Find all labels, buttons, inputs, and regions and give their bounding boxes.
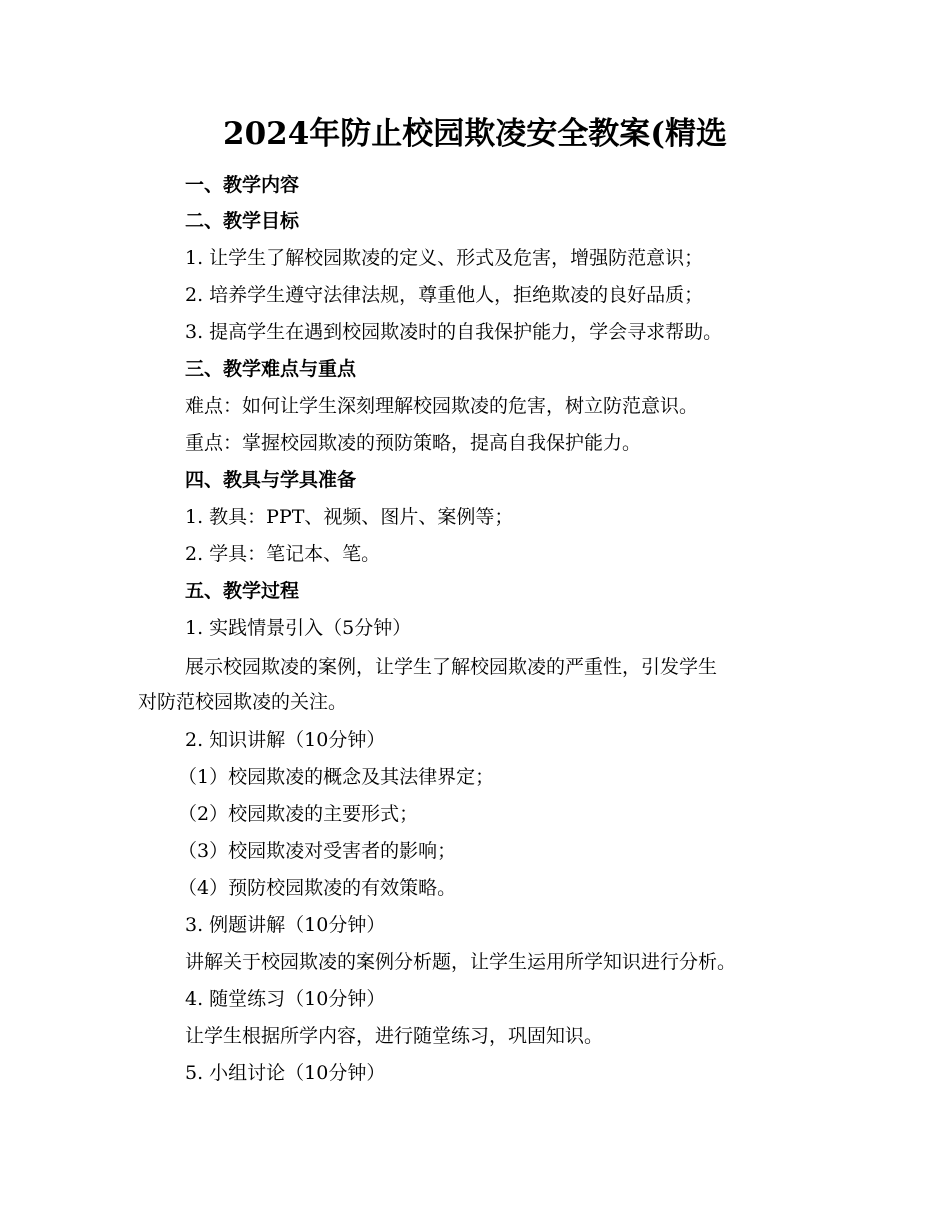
goal-item-3: 3. 提高学生在遇到校园欺凌时的自我保护能力，学会寻求帮助。 (185, 321, 723, 343)
process-step-4-text: 让学生根据所学内容，进行随堂练习，巩固知识。 (185, 1025, 604, 1047)
process-step-2: 2. 知识讲解（10分钟） (185, 729, 386, 751)
process-step-3: 3. 例题讲解（10分钟） (185, 914, 386, 936)
section-heading-process: 五、教学过程 (185, 580, 300, 602)
process-step-3-text: 讲解关于校园欺凌的案例分析题，让学生运用所学知识进行分析。 (185, 951, 737, 973)
section-heading-difficulties: 三、教学难点与重点 (185, 358, 357, 380)
process-step-2-sub-1: （1）校园欺凌的概念及其法律界定； (178, 766, 495, 788)
process-step-2-sub-4: （4）预防校园欺凌的有效策略。 (178, 877, 457, 899)
materials-item-2: 2. 学具：笔记本、笔。 (185, 543, 381, 565)
goal-item-1: 1. 让学生了解校园欺凌的定义、形式及危害，增强防范意识； (185, 247, 704, 269)
process-step-4: 4. 随堂练习（10分钟） (185, 988, 386, 1010)
difficulty-text: 难点：如何让学生深刻理解校园欺凌的危害，树立防范意识。 (185, 395, 699, 417)
process-step-1-text: 展示校园欺凌的案例，让学生了解校园欺凌的严重性，引发学生 (185, 656, 718, 678)
key-point-text: 重点：掌握校园欺凌的预防策略，提高自我保护能力。 (185, 432, 642, 454)
materials-item-1: 1. 教具：PPT、视频、图片、案例等； (185, 506, 514, 528)
document-title: 2024年防止校园欺凌安全教案(精选 (223, 116, 727, 152)
process-step-1-text-continued: 对防范校园欺凌的关注。 (138, 691, 348, 713)
process-step-2-sub-2: （2）校园欺凌的主要形式； (178, 803, 419, 825)
goal-item-2: 2. 培养学生遵守法律法规，尊重他人，拒绝欺凌的良好品质； (185, 284, 704, 306)
process-step-5: 5. 小组讨论（10分钟） (185, 1062, 386, 1084)
section-heading-teaching-content: 一、教学内容 (185, 174, 300, 196)
section-heading-materials: 四、教具与学具准备 (185, 469, 357, 491)
process-step-2-sub-3: （3）校园欺凌对受害者的影响； (178, 840, 457, 862)
section-heading-teaching-goals: 二、教学目标 (185, 210, 300, 232)
process-step-1: 1. 实践情景引入（5分钟） (185, 617, 412, 639)
